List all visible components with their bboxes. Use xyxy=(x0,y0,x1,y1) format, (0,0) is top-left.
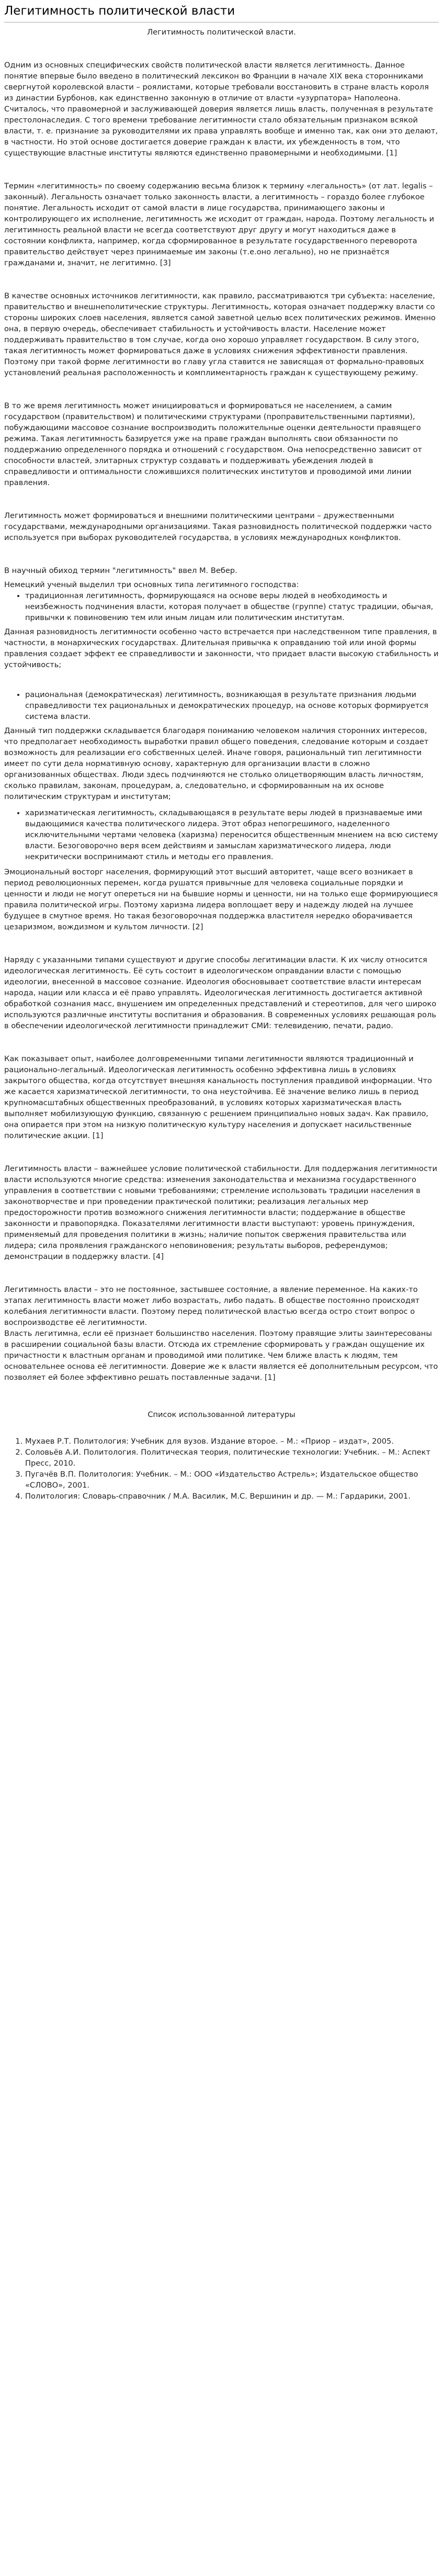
spacer xyxy=(4,159,439,181)
references-heading: Список использованной литературы xyxy=(147,1410,296,1419)
list-item-traditional: • традиционная легитимность, формирующаяся на основе веры людей в необходимость и неизбежность подчинения власти, которая получает в обществе (группе) статус традиции, обычая, привычки к повиновению тем или иным лицам или политическим институтам. xyxy=(25,590,439,623)
reference-item: 4. Политология: Словарь-справочник / М.А. Василик, М.С. Вершинин и др. — М.: Гардарики, 2001. xyxy=(25,1491,439,1502)
spacer xyxy=(4,38,439,60)
reference-item: 1. Мухаев Р.Т. Политология: Учебник для вузов. Издание второе. – М.: «Приор – издат», 2005. xyxy=(25,1436,439,1447)
spacer xyxy=(4,1420,439,1436)
page-title: Легитимность политической власти xyxy=(4,0,439,23)
paragraph-weber: В научный обиход термин "легитимность" ввел М. Вебер. xyxy=(4,566,237,575)
references-list xyxy=(4,1436,439,1502)
legitimacy-types-list-3 xyxy=(4,807,439,862)
document-subtitle: Легитимность политической власти. xyxy=(147,28,296,37)
paragraph-ideological: Наряду с указанными типами существуют и другие способы легитимации власти. К их числу относится идеологическая легитимность. Её суть состоит в идеологическом оправдании власти с помощью идеологии, внесенной в массовое сознание. Идеология обосновывает соответствие власти интересам народа, нации или класса и её право управлять. Идеологическая легитимность достигается активной обработкой сознания масс, внушением им определенных представлений и стереотипов, для чего широко используются различные институты воспитания и образования. В современных условиях решающая роль в обеспечении идеологической легитимности принадлежит СМИ: телевидению, печати, радио. xyxy=(4,955,437,1030)
paragraph-legality: Термин «легитимность» по своему содержанию весьма близок к термину «легальность» (от лат. legalis – законный). Легальность означает только законность власти, а легитимность – гораздо более глубокое понятие. Легальность исходит от самой власти в лице государства, принимающего законы и контролирующего их исполнение, легитимность же исходит от граждан, народа. Поэтому легальность и легитимность реальной власти не всегда соответствуют друг другу и могут находиться даже в состоянии конфликта, например, когда сформированное в результате государственного переворота правительство действует через принимаемые им законы (т.е.оно легально), но не признаётся гражданами и, значит, не легитимно. [3] xyxy=(4,182,435,267)
legitimacy-types-list-2 xyxy=(4,689,439,722)
paragraph-traditional-detail: Данная разновидность легитимности особенно часто встречается при наследственном типе правления, в частности, в монархических государствах. Длительная привычка к оправданию той или иной формы правления создает эффект ее справедливости и законности, что придает власти высокую стабильность и устойчивость; xyxy=(4,627,439,669)
paragraph-rational-detail: Данный тип поддержки складывается благодаря пониманию человеком наличия сторонних интересов, что предполагает необходимость выработки правил общего поведения, следование которым и создает возможность для реализации его собственных целей. Иначе говоря, рациональный тип легитимности имеет по сути дела нормативную основу, характерную для организации власти в сложно организованных обществах. Люди здесь подчиняются не столько олицетворяющим власть личностям, сколько правилам, законам, процедурам, а, следовательно, и сформированным на их основе политическим структурам и институтам; xyxy=(4,726,429,801)
spacer xyxy=(4,670,439,689)
list-item-charismatic: • харизматическая легитимность, складывающаяся в результате веры людей в признаваемые ими выдающимися качества политического лидера. Этот образ непогрешимого, наделенного исключительными чертами человека (харизма) переносится общественным мнением на всю систему власти. Безоговорочно веря всем действиям и замыслам харизматического лидера, люди некритически воспринимают стиль и методы его правления. xyxy=(25,807,439,862)
paragraph-charisma-detail: Эмоциональный восторг населения, формирующий этот высший авторитет, чаще всего возникает в период революционных перемен, когда рушатся привычные для человека социальные порядки и ценности и люди не могут опереться ни на бывшие нормы и ценности, ни на только еще формирующиеся правила политической игры. Поэтому харизма лидера воплощает веру и надежду людей на лучшее будущее в смутное время. Но такая безоговорочная поддержка властителя нередко оборачивается цезаризмом, вождизмом и культом личности. [2] xyxy=(4,868,438,931)
spacer xyxy=(4,862,439,867)
paragraph-variable: Легитимность власти – это не постоянное, застывшее состояние, а явление переменное. На каких-то этапах легитимность власти может либо возрастать, либо падать. В обществе постоянно происходят колебания легитимности власти. Поэтому перед политической властью всегда остро стоит вопрос о воспроизводстве её легитимности. xyxy=(4,1285,420,1327)
spacer xyxy=(4,488,439,510)
spacer xyxy=(4,268,439,290)
paragraph-majority: Власть легитимна, если её признает большинство населения. Поэтому правящие элиты заинтересованы в расширении социальной базы власти. Отсюда их стремление сформировать у граждан ощущение их причастности к властным органам и проводимой ими политике. Чем ближе власть к людям, тем основательнее основа её легитимности. Доверие же к власти является её дополнительным ресурсом, что позволяет ей более эффективно решать поставленные задачи. [1] xyxy=(4,1329,438,1382)
paragraph-experience: Как показывает опыт, наиболее долговременными типами легитимности являются традиционный и рационально-легальный. Идеологическая легитимность особенно эффективна лишь в условиях закрытого общества, когда отсутствует внешняя канальность поступления правдивой информации. Что же касается харизматической легитимности, то она неустойчива. Её значение велико лишь в период крупномасштабных общественных преобразований, в условиях которых харизматическая власть выполняет мобилизующую функцию, связанную с решением принципиально новых задач. Как правило, она опирается при этом на низкую политическую культуру населения и допускает насильственные политические акции. [1] xyxy=(4,1054,432,1140)
spacer xyxy=(4,543,439,565)
paragraph-state-legitimacy: В то же время легитимность может инициироваться и формироваться не населением, а самим государством (правительством) и политическими структурами (проправительственными партиями), побуждающими массовое сознание воспроизводить положительные оценки деятельности правящего режима. Такая легитимность базируется уже на праве граждан выполнять свои обязанности по поддержанию определенного порядка и отношений с государством. Она непосредственно зависит от способности властей, элитарных структур создавать и поддерживать убеждения людей в справедливости и оптимальности сложившихся политических институтов и проводимой ими линии правления. xyxy=(4,401,422,487)
paragraph-sources: В качестве основных источников легитимности, как правило, рассматриваются три субъекта: население, правительство и внешнеполитические структуры. Легитимность, которая означает поддержку власти со стороны широких слоев населения, является самой заветной целью всех политических режимов. Именно она, в первую очередь, обеспечивает стабильность и устойчивость власти. Население может поддерживать правительство в том случае, когда оно хорошо управляет государством. В силу этого, такая легитимность может формироваться даже в условиях снижения эффективности правления. Поэтому при такой форме легитимности во главу угла ставится не зависящая от формально-правовых установлений реальная расположенность и комплиментарность граждан к существующему режиму. xyxy=(4,291,436,377)
paragraph-intro: Одним из основных специфических свойств политической власти является легитимность. Данное понятие впервые было введено в политический лексикон во Франции в начале XIX века сторонниками свергнутой королевской власти – роялистами, которые требовали восстановить в стране власть короля из династии Бурбонов, как единственно законную в отличие от власти «узурпатора» Наполеона. Считалось, что правомерной и заслуживающей доверия является лишь власть, полученная в результате престолонаследия. С того времени требование легитимности стало обязательным признаком всякой власти, т. е. признание за руководителями их права управлять вообще и именно так, как они это делают, в частности. Но этой основе достигается доверие граждан к власти, их убежденность в том, что существующие властные институты являются единственно правомерными и необходимыми. [1] xyxy=(4,61,438,158)
spacer xyxy=(4,802,439,807)
spacer xyxy=(4,1031,439,1053)
spacer xyxy=(4,1262,439,1284)
reference-item: 3. Пугачёв В.П. Политология: Учебник. – М.: ООО «Издательство Астрель»; Издательское общество «СЛОВО», 2001. xyxy=(25,1469,439,1491)
reference-item: 2. Соловьёв А.И. Политология. Политическая теория, политические технологии: Учебник. – М.: Аспект Пресс, 2010. xyxy=(25,1447,439,1469)
spacer xyxy=(4,1383,439,1405)
spacer xyxy=(4,1141,439,1163)
spacer xyxy=(4,932,439,954)
paragraph-stability: Легитимность власти – важнейшее условие политической стабильности. Для поддержания легитимности власти используются многие средства: изменения законодательства и механизма государственного управления в соответствии с новыми требованиями; стремление использовать традиции населения в законотворчестве и при проведении практической политики; реализация легальных мер предосторожности против возможного снижения легитимности власти; поддержание в обществе законности и правопорядка. Показателями легитимности власти выступают: уровень принуждения, применяемый для проведения политики в жизнь; наличие попыток свержения правительства или лидера; сила проявления гражданского неповиновения; результаты выборов, референдумов; демонстрации в поддержку власти. [4] xyxy=(4,1164,437,1261)
list-item-rational: • рациональная (демократическая) легитимность, возникающая в результате признания людьми справедливости тех рациональных и демократических процедур, на основе которых формируется система власти. xyxy=(25,689,439,722)
spacer xyxy=(4,378,439,400)
paragraph-external: Легитимность может формироваться и внешними политическими центрами – дружественными государствами, международными организациями. Такая разновидность политической поддержки часто используется при выборах руководителей государства, в условиях международных конфликтов. xyxy=(4,511,432,542)
legitimacy-types-list-1 xyxy=(4,590,439,623)
paragraph-three-types: Немецкий ученый выделил три основных типа легитимного господства: xyxy=(4,580,299,589)
